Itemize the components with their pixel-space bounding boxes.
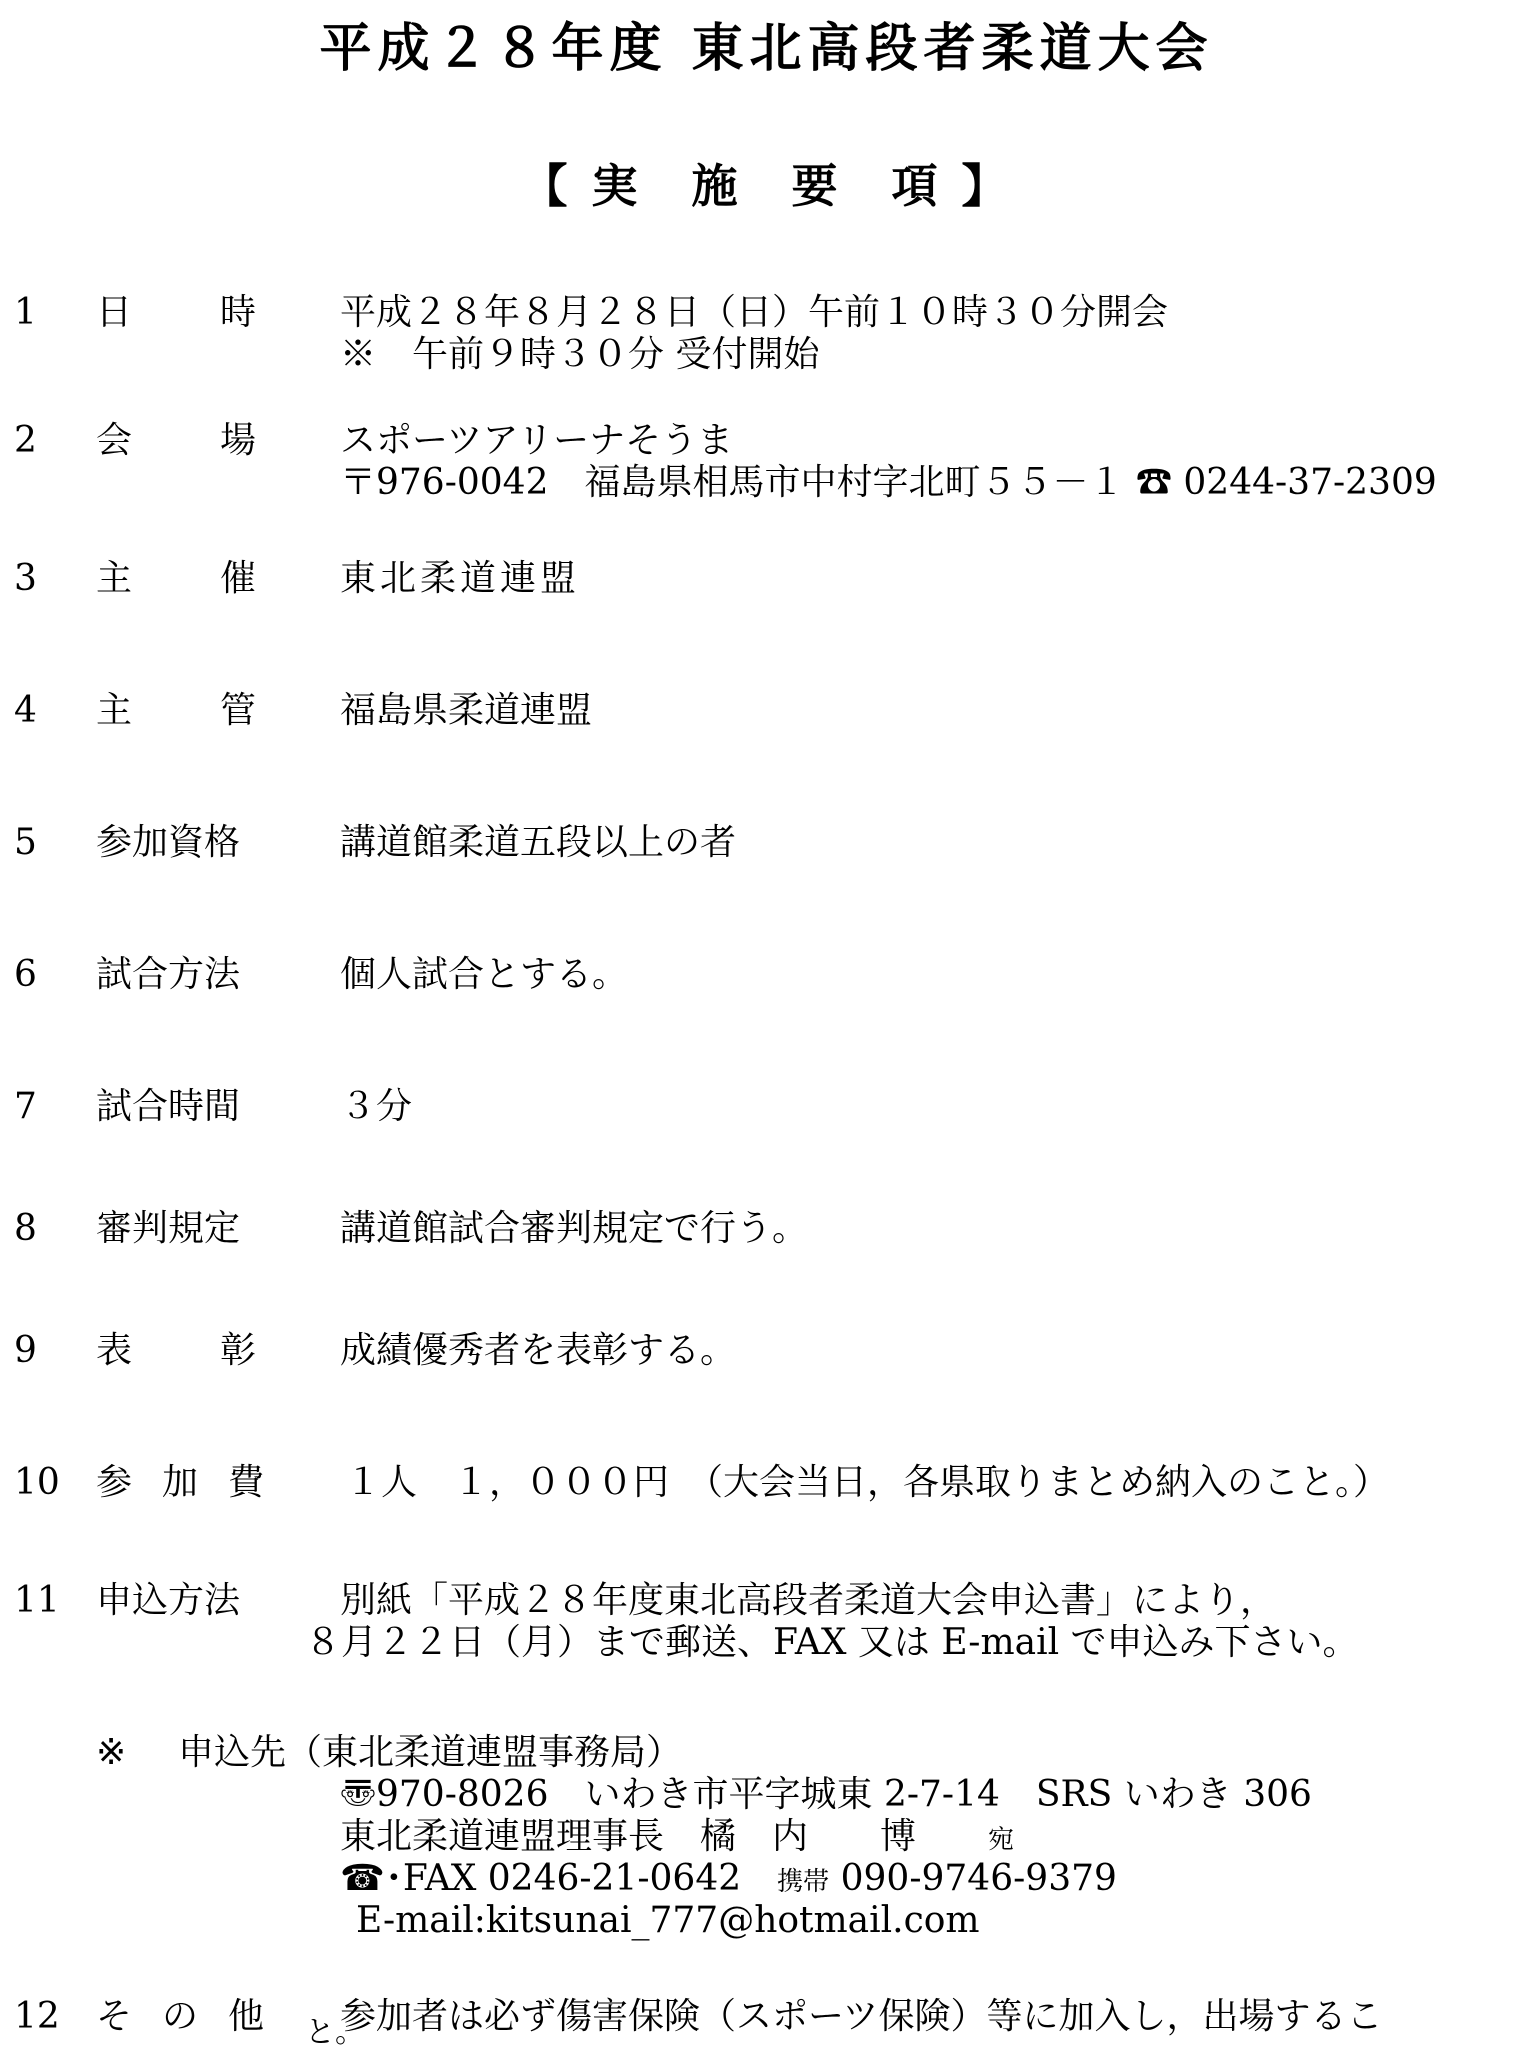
item-number: 3 — [14, 558, 37, 599]
item-value: １人 １，０００円 （大会当日，各県取りまとめ納入のこと。） — [345, 1462, 1390, 1503]
item-number: 6 — [14, 954, 37, 995]
item-number: 11 — [14, 1580, 60, 1621]
item-value: 個人試合とする。 — [340, 954, 629, 995]
item-value: 講道館試合審判規定で行う。 — [340, 1208, 809, 1249]
item-number: 4 — [14, 690, 37, 731]
item-label: 試合時間 — [96, 1086, 241, 1127]
item-label: 会 場 — [96, 420, 256, 461]
item-label: 主 催 — [96, 558, 256, 599]
item-number: 1 — [14, 292, 37, 333]
item-number: 9 — [14, 1330, 37, 1371]
item-label: 参加資格 — [96, 822, 241, 863]
application-phone-fax: ☎･FAX 0246-21-0642 携帯 090-9746-9379 — [340, 1858, 1117, 1899]
application-mark: ※ — [96, 1732, 127, 1773]
mobile-label: 携帯 — [777, 1867, 830, 1897]
document-title: 平成２８年度 東北高段者柔道大会 — [319, 19, 1214, 79]
item-label: 日 時 — [96, 292, 256, 333]
item-number: 12 — [14, 1996, 60, 2037]
item-label: 主 管 — [96, 690, 256, 731]
item-value: 別紙「平成２８年度東北高段者柔道大会申込書」により， — [340, 1580, 1277, 1621]
item-label: 参 加 費 — [96, 1462, 264, 1503]
item-value: ３分 — [340, 1086, 413, 1127]
item-label: そ の 他 — [96, 1996, 264, 2037]
item-value: 講道館柔道五段以上の者 — [340, 822, 737, 863]
item-value: 平成２８年８月２８日（日）午前１０時３０分開会 ※ 午前９時３０分 受付開始 — [340, 292, 1169, 375]
item-value: スポーツアリーナそうま 〒976-0042 福島県相馬市中村字北町５５－１ ☎ 0244-37-2309 — [340, 420, 1437, 503]
item-value: 参加者は必ず傷害保険（スポーツ保険）等に加入し，出場するこ — [340, 1996, 1383, 2037]
item-12-continuation: と。 — [305, 2015, 365, 2050]
application-postal: 〠970-8026 いわき市平字城東 2-7-14 SRS いわき 306 — [340, 1774, 1312, 1815]
item-label: 申込方法 — [96, 1580, 241, 1621]
item-label: 試合方法 — [96, 954, 241, 995]
item-number: 2 — [14, 420, 37, 461]
item-value: 成績優秀者を表彰する。 — [340, 1330, 737, 1371]
mobile-number: 090-9746-9379 — [840, 1858, 1117, 1899]
item-number: 8 — [14, 1208, 37, 1249]
application-recipient: 東北柔道連盟理事長 橘 内 博 宛 — [340, 1816, 1015, 1857]
item-value: 福島県柔道連盟 — [340, 690, 593, 731]
item-label: 表 彰 — [96, 1330, 256, 1371]
item-number: 5 — [14, 822, 37, 863]
document-subtitle: 【 実 施 要 項 】 — [521, 159, 1012, 213]
item-number: 7 — [14, 1086, 37, 1127]
application-heading: 申込先（東北柔道連盟事務局） — [178, 1732, 683, 1773]
item-number: 10 — [14, 1462, 60, 1503]
item-value: 東北柔道連盟 — [340, 558, 581, 599]
item-11-continuation: ８月２２日（月）まで郵送、FAX 又は E-mail で申込み下さい。 — [305, 1622, 1359, 1663]
application-email: E-mail:kitsunai_777@hotmail.com — [356, 1900, 980, 1941]
recipient-suffix: 宛 — [988, 1825, 1015, 1855]
item-label: 審判規定 — [96, 1208, 241, 1249]
